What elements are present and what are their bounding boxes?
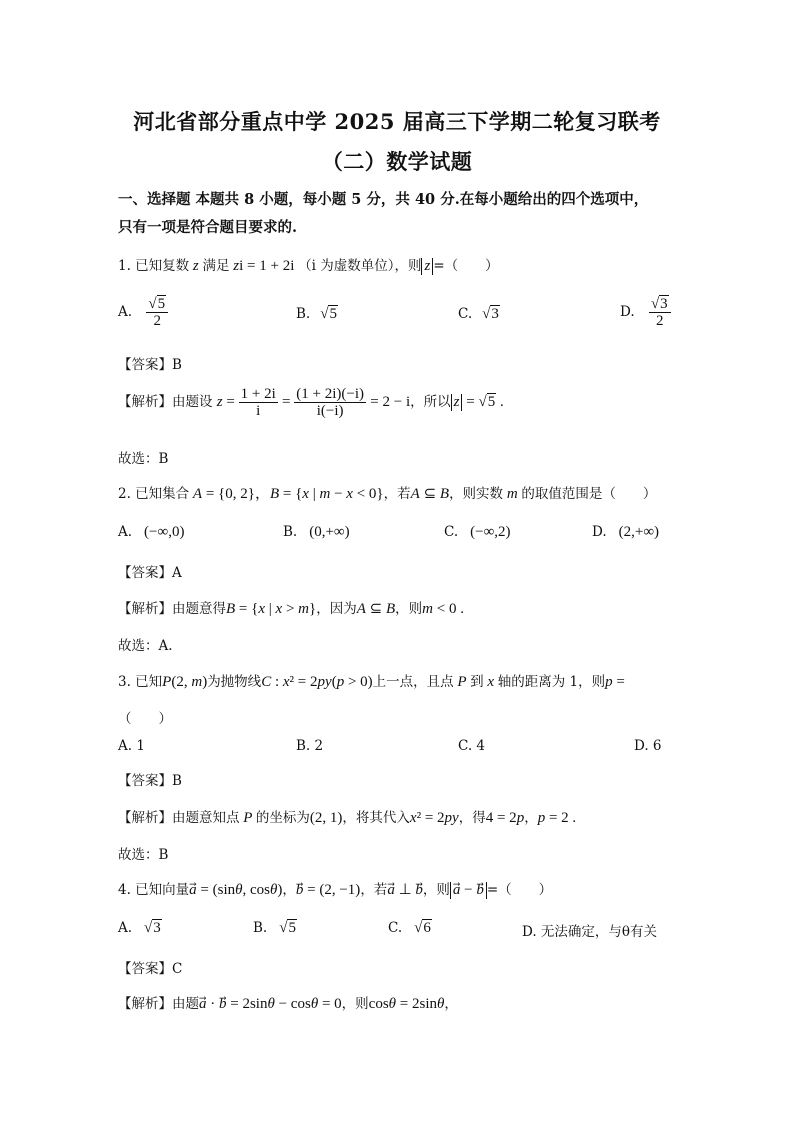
question-3-stem: 3. 已知P(2, m)为抛物线C : x² = 2py(p > 0)上一点，且点 P 到 x 轴的距离为 1，则p = xyxy=(118,674,625,690)
question-2-option-a: A. (−∞,0) xyxy=(118,524,185,540)
question-4-answer: 【答案】C xyxy=(118,961,183,977)
question-4-option-b: B. √5 xyxy=(253,920,296,936)
section-heading: 一、选择题 本题共 8 小题，每小题 5 分，共 40 分.在每小题给出的四个选项中， xyxy=(118,191,649,208)
question-3-option-d: D. 6 xyxy=(634,738,662,754)
document-title: 河北省部分重点中学 2025 届高三下学期二轮复习联考 xyxy=(133,109,661,134)
question-1-option-a: A. $\frac{√5}{2}$ xyxy=(118,296,168,329)
question-2-conclusion: 故选：A. xyxy=(118,638,173,654)
question-4-option-d: D. 无法确定，与θ有关 xyxy=(522,924,658,940)
question-1-conclusion: 故选：B xyxy=(118,451,169,467)
section-heading-cont: 只有一项是符合题目要求的. xyxy=(118,219,298,236)
question-3-option-c: C. 4 xyxy=(458,738,486,754)
question-3-analysis: 【解析】由题意知点 P 的坐标为(2, 1)，将其代入x² = 2py，得4 = 2p，p = 2 . xyxy=(118,810,577,826)
question-2-analysis: 【解析】由题意得B = {x | x > m}，因为A ⊆ B，则m < 0 . xyxy=(118,601,464,617)
question-2-option-c: C. (−∞,2) xyxy=(444,524,511,540)
question-1-stem: 1. 已知复数 z 满足 zi = 1 + 2i （i 为虚数单位），则 z =（ ） xyxy=(118,258,499,274)
question-4-analysis: 【解析】由题a⃗ · b⃗ = 2sinθ − cosθ = 0，则cosθ = 2sinθ， xyxy=(118,996,458,1012)
question-1-analysis: 【解析】由题设 z = $\frac{1 + 2i}{i}$ = $\frac{(1 + 2i)(-i)}{i(-i)}$ = 2 − i，所以 z = √5 . xyxy=(118,386,504,419)
question-1-option-d: D. $\frac{√3}{2}$ xyxy=(620,296,671,329)
question-4-option-a: A. √3 xyxy=(118,920,161,936)
question-3-conclusion: 故选：B xyxy=(118,847,169,863)
question-1-option-b: B. √5 xyxy=(296,306,337,322)
document-subtitle: （二）数学试题 xyxy=(321,149,473,174)
question-1-answer: 【答案】B xyxy=(118,357,182,373)
question-4-stem: 4. 已知向量a⃗ = (sinθ, cosθ)，b⃗ = (2, −1)，若a⃗ ⊥ b，则 a⃗ − b =（ ） xyxy=(118,882,553,898)
question-3-option-a: A. 1 xyxy=(118,738,145,754)
question-2-option-d: D. (2,+∞) xyxy=(592,524,660,540)
question-3-option-b: B. 2 xyxy=(296,738,324,754)
question-3-stem-cont: （ ） xyxy=(118,711,172,727)
question-2-option-b: B. (0,+∞) xyxy=(283,524,350,540)
question-2-stem: 2. 已知集合 A = {0, 2}，B = {x | m − x < 0}，若A ⊆ B，则实数 m 的取值范围是（ ） xyxy=(118,486,657,502)
question-4-option-c: C. √6 xyxy=(388,920,431,936)
question-2-answer: 【答案】A xyxy=(118,565,182,581)
question-3-answer: 【答案】B xyxy=(118,773,182,789)
question-1-option-c: C. √3 xyxy=(458,306,499,322)
